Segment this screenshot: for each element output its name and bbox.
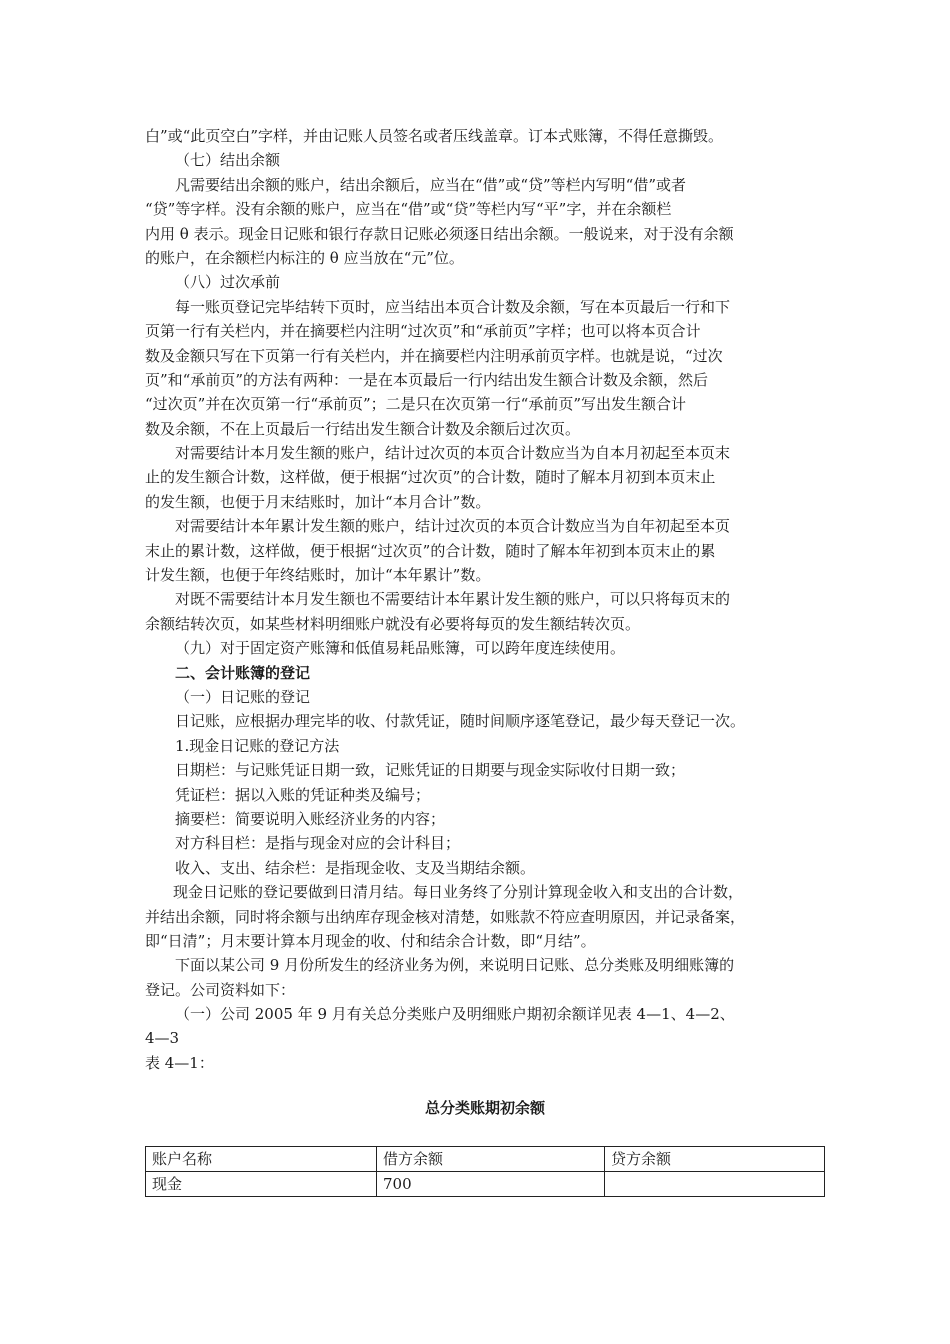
section-heading: 二、会计账簿的登记 (175, 663, 311, 682)
text-line: 对需要结计本月发生额的账户，结计过次页的本页合计数应当为自本月初起至本页末 (175, 444, 731, 463)
text-line: 日期栏：与记账凭证日期一致，记账凭证的日期要与现金实际收付日期一致； (175, 761, 686, 780)
text-line: 页第一行有关栏内，并在摘要栏内注明“过次页”和“承前页”字样；也可以将本页合计 (145, 322, 701, 341)
text-line: “贷”等字样。没有余额的账户，应当在“借”或“贷”等栏内写“平”字，并在余额栏 (145, 200, 672, 219)
text-line: （九）对于固定资产账簿和低值易耗品账簿，可以跨年度连续使用。 (175, 639, 626, 658)
text-line: 白”或“此页空白”字样，并由记账人员签名或者压线盖章。订本式账簿，不得任意撕毁。 (145, 127, 724, 145)
text-line: “过次页”并在次页第一行“承前页”；二是只在次页第一行“承前页”写出发生额合计 (145, 395, 687, 414)
text-line: 即“日清”；月末要计算本月现金的收、付和结余合计数，即“月结”。 (145, 931, 596, 950)
table-title: 总分类账期初余额 (424, 1099, 545, 1117)
text-line: （八）过次承前 (175, 273, 281, 292)
text-line: 现金日记账的登记要做到日清月结。每日业务终了分别计算现金收入和支出的合计数， (173, 883, 744, 902)
text-line: 对需要结计本年累计发生额的账户，结计过次页的本页合计数应当为自年初起至本页 (175, 517, 731, 536)
text-line: 凡需要结出余额的账户，结出余额后，应当在“借”或“贷”等栏内写明“借”或者 (175, 175, 687, 194)
text-line: 对既不需要结计本月发生额也不需要结计本年累计发生额的账户，可以只将每页末的 (175, 590, 731, 609)
text-line: 止的发生额合计数，这样做，便于根据“过次页”的合计数，随时了解本月初到本页末止 (145, 468, 716, 487)
table-row (146, 1172, 825, 1197)
text-line: 凭证栏：据以入账的凭证种类及编号； (175, 785, 431, 804)
table-header-cell: 贷方余额 (605, 1147, 825, 1172)
text-line: 收入、支出、结余栏：是指现金收、支及当期结余额。 (175, 858, 536, 877)
text-line: 的发生额，也便于月末结账时，加计“本月合计”数。 (145, 492, 491, 511)
text-line: 摘要栏：简要说明入账经济业务的内容； (175, 809, 446, 828)
text-line: 数及余额，不在上页最后一行结出发生额合计数及余额后过次页。 (145, 419, 581, 438)
text-line: 数及金额只写在下页第一行有关栏内，并在摘要栏内注明承前页字样。也就是说，“过次 (145, 346, 723, 365)
table-header-cell: 账户名称 (146, 1147, 377, 1172)
table-cell: 700 (377, 1172, 605, 1197)
table-cell (605, 1172, 825, 1197)
text-line: （七）结出余额 (175, 151, 281, 170)
text-line: 表 4—1： (145, 1053, 214, 1072)
text-line: 计发生额，也便于年终结账时，加计“本年累计”数。 (145, 566, 491, 585)
opening-balance-table (145, 1146, 825, 1197)
text-line: 下面以某公司 9 月份所发生的经济业务为例，来说明日记账、总分类账及明细账簿的 (175, 956, 735, 975)
text-line: 余额结转次页，如某些材料明细账户就没有必要将每页的发生额结转次页。 (145, 614, 641, 633)
text-line: 对方科目栏：是指与现金对应的会计科目； (175, 834, 461, 853)
table-cell: 现金 (146, 1172, 377, 1197)
text-line: 的账户，在余额栏内标注的 θ 应当放在“元”位。 (145, 248, 464, 267)
text-line: 每一账页登记完毕结转下页时，应当结出本页合计数及余额，写在本页最后一行和下 (175, 297, 731, 316)
text-line: （一）日记账的登记 (175, 687, 311, 706)
text-line: 4—3 (145, 1029, 180, 1048)
table-header-row (146, 1147, 825, 1172)
text-line: 登记。公司资料如下： (145, 980, 296, 999)
text-line: 1.现金日记账的登记方法 (175, 736, 340, 755)
text-line: 末止的累计数，这样做，便于根据“过次页”的合计数，随时了解本年初到本页末止的累 (145, 541, 716, 560)
table-header-cell: 借方余额 (377, 1147, 605, 1172)
text-line: 内用 θ 表示。现金日记账和银行存款日记账必须逐日结出余额。一般说来，对于没有余额 (145, 224, 734, 243)
body-text (145, 124, 825, 1075)
text-line: 日记账，应根据办理完毕的收、付款凭证，随时间顺序逐笔登记，最少每天登记一次。 (175, 712, 746, 731)
text-line: 并结出余额，同时将余额与出纳库存现金核对清楚，如账款不符应查明原因，并记录备案， (145, 907, 746, 926)
text-line: 页”和“承前页”的方法有两种：一是在本页最后一行内结出发生额合计数及余额，然后 (145, 370, 709, 389)
text-line: （一）公司 2005 年 9 月有关总分类账户及明细账户期初余额详见表 4—1、4—2、 (175, 1005, 735, 1024)
